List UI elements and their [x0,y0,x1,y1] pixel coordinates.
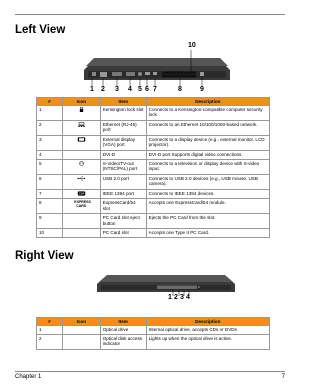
row-number: 9 [37,214,63,229]
table-row [37,106,270,121]
row-number: 4 [37,151,63,160]
row-item: ExpressCard/54 slot [100,199,146,214]
callout-3: 3 [115,86,119,93]
row-description: Internal optical drive, accepts CDs or DVDs [146,326,269,335]
row-number: 3 [37,136,63,151]
kensington-lock-icon [77,107,86,112]
left-view-heading: Left View [15,24,66,36]
row-description: Connects to USB 2.0 devices (e.g., USB mouse, USB camera). [146,175,269,190]
right-callout-2: 2 [174,294,178,301]
header-icon: Icon [62,318,100,326]
footer-page-number: 7 [281,374,285,380]
ieee1394-icon [77,191,86,196]
header-description: Description [146,318,269,326]
row-number: 8 [37,199,63,214]
row-item: IEEE 1394 port [100,190,146,199]
row-item: PC Card slot eject button [100,214,146,229]
row-description: Connects to an Ethernet 10/100/1000-based network. [146,121,269,136]
top-rule [15,14,285,15]
row-item: S-Video/TV-out (NTSC/PAL) port [100,160,146,175]
header-item: Item [100,318,146,326]
row-description: Connects to a display device (e.g., external monitor, LCD projector). [146,136,269,151]
header-description: Description [146,98,269,106]
header-number: # [37,318,63,326]
row-item: Ethernet (RJ-45) port [100,121,146,136]
row-description: Accepts one Type II PC Card. [146,229,269,238]
callout-9: 9 [200,86,204,93]
table-row [37,335,270,350]
table-row [37,151,270,160]
ethernet-icon [77,122,86,127]
callout-2: 2 [101,86,105,93]
callout-4: 4 [128,86,132,93]
row-number: 2 [37,335,63,350]
row-item: PC Card slot [100,229,146,238]
row-number: 6 [37,175,63,190]
table-row [37,121,270,136]
table-row [37,175,270,190]
callout-1: 1 [90,86,94,93]
vga-icon [77,137,86,142]
header-icon: Icon [62,98,100,106]
row-description: Ejects the PC Card from the slot. [146,214,269,229]
table-row [37,229,270,238]
row-number: 1 [37,326,63,335]
row-number: 1 [37,106,63,121]
row-number: 7 [37,190,63,199]
right-callout-4: 4 [186,294,190,301]
s-video-icon [77,161,86,166]
footer-chapter: Chapter 1 [15,374,42,380]
header-number: # [37,98,63,106]
row-item: DVI-D [100,151,146,160]
callout-10: 10 [188,42,196,49]
svg-text:1394: 1394 [78,192,85,196]
usb-icon [77,176,86,181]
row-number: 2 [37,121,63,136]
row-description: Connects to a television or display device with S-video input. [146,160,269,175]
right-view-table [36,317,270,350]
table-row [37,199,270,214]
table-header-row [37,98,270,106]
row-item: Optical drive [100,326,146,335]
table-row [37,214,270,229]
row-description: Accepts one ExpressCard/54 module. [146,199,269,214]
row-description: Connects to IEEE 1394 devices. [146,190,269,199]
right-callout-3: 3 [180,294,184,301]
row-description: Lights up when the optical drive is active. [146,335,269,350]
table-row [37,190,270,199]
right-view-laptop-image [95,272,235,302]
callout-5: 5 [138,86,142,93]
right-view-heading: Right View [15,250,74,262]
row-item: USB 2.0 port [100,175,146,190]
table-row [37,326,270,335]
row-number: 5 [37,160,63,175]
row-number: 10 [37,229,63,238]
expresscard-icon: EXPRESS CARD [74,200,91,209]
table-row [37,160,270,175]
table-header-row [37,318,270,326]
left-view-laptop-image [80,40,230,90]
callout-6: 6 [145,86,149,93]
table-row [37,136,270,151]
header-item: Item [100,98,146,106]
callout-7: 7 [153,86,157,93]
left-view-table [36,97,270,238]
right-callout-1: 1 [168,294,172,301]
row-item: External display (VGA) port [100,136,146,151]
row-item: Kensington lock slot [100,106,146,121]
row-item: Optical disk access indicator [100,335,146,350]
bottom-rule [15,371,285,372]
row-description: Connects to a Kensington-compatible computer security lock. [146,106,269,121]
row-description: DVI-D port Supports digital video connections. [146,151,269,160]
callout-8: 8 [178,86,182,93]
